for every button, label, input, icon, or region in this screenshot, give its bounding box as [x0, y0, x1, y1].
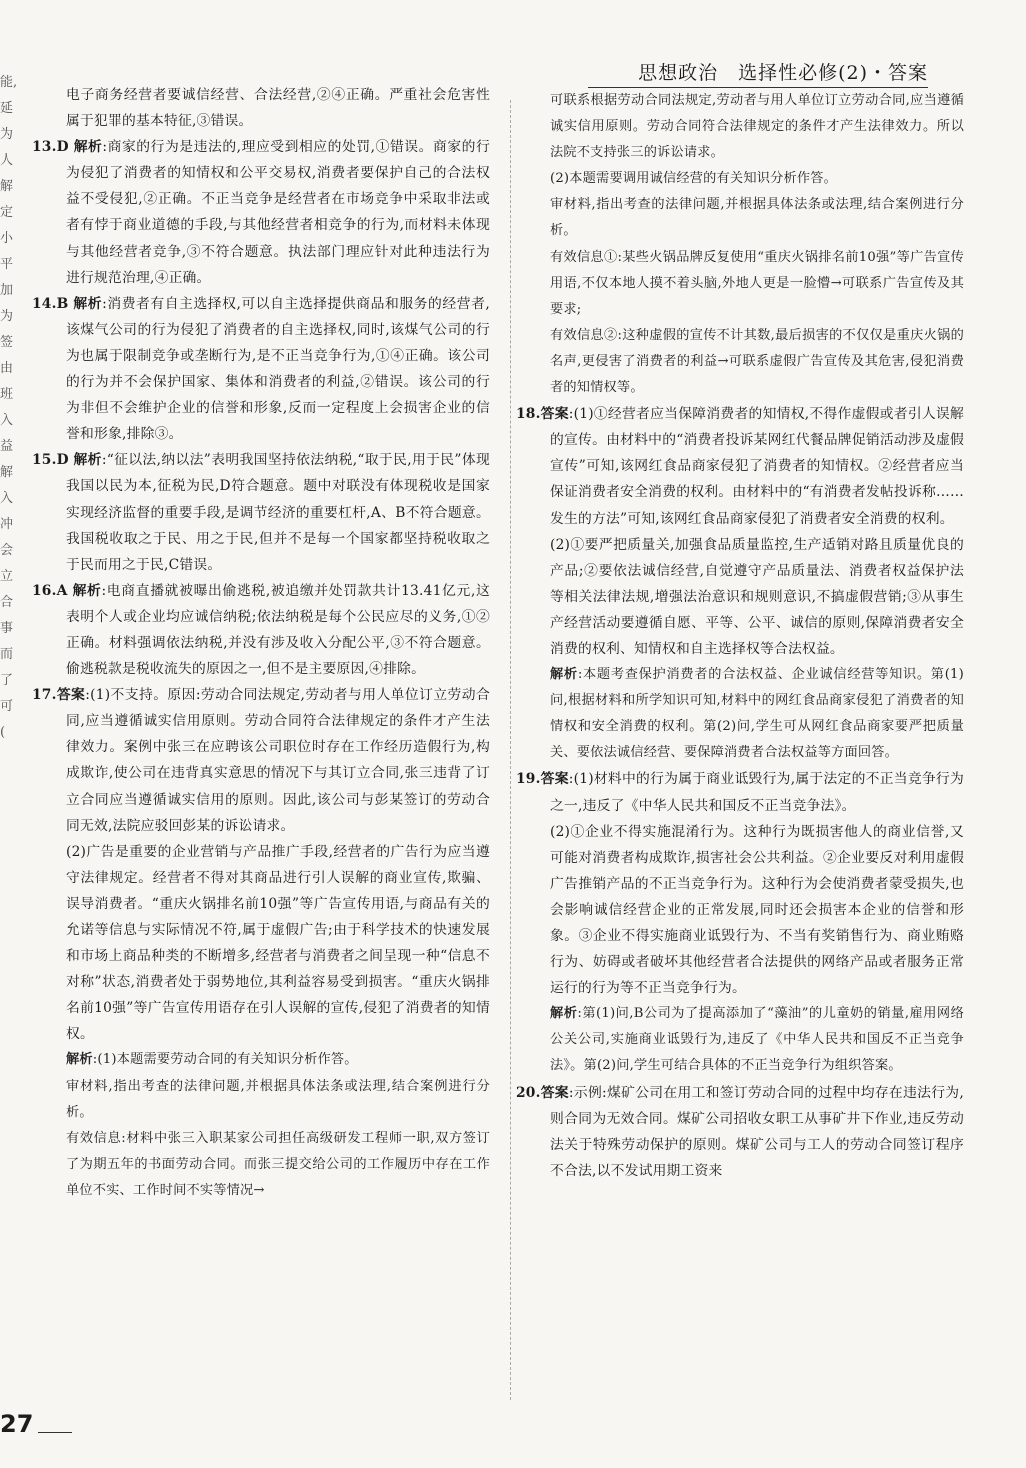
edge-char: 冲 — [0, 517, 14, 532]
page-number-underline — [38, 1432, 72, 1433]
edge-char: 加 — [0, 283, 14, 298]
edge-char: 定 — [0, 205, 14, 220]
edge-char: 人 — [0, 153, 14, 168]
answer-label: 答案 — [540, 771, 569, 788]
edge-char: 事 — [0, 621, 14, 636]
edge-char: 立 — [0, 569, 14, 584]
continued-analysis-text: 有效信息①:某些火锅品牌反复使用“重庆火锅排名前10强”等广告宣传用语,不仅本地人摸不着头脑,外地人更是一脸懵→可联系广告宣传及其要求; — [550, 249, 964, 317]
column-divider — [510, 100, 511, 1400]
answer-text-part2: (2)①企业不得实施混淆行为。这种行为既损害他人的商业信誉,又可能对消费者构成欺诈,损害社会公共利益。②企业要反对利用虚假广告推销产品的不正当竞争行为。这种行为会使消费者蒙受损失,也会影响诚信经营企业的正常发展,同时还会损害本企业的信誉和形象。③企业不得实施商业诋毁行为、不当有奖销售行为、商业贿赂行为、妨碍或者破坏其他经营者合法提供的网络产品或者服务正常运行的行为等不正当竞争行为。 — [550, 823, 964, 997]
edge-char: 益 — [0, 439, 14, 454]
question-number: 20. — [516, 1084, 541, 1101]
analysis-paragraph — [516, 662, 964, 766]
question-number: 13.D — [32, 139, 69, 156]
answer-text: :示例:煤矿公司在用工和签订劳动合同的过程中均存在违法行为,则合同为无效合同。煤矿公司招收女职工从事矿井下作业,违反劳动法关于特殊劳动保护的原则。煤矿公司与工人的劳动合同签订程序不合法,以不发试用期工资来 — [550, 1084, 964, 1179]
analysis-text: :“征以法,纳以法”表明我国坚持依法纳税,“取于民,用于民”体现我国以民为本,征税为民,D符合题意。题中对联没有体现税收是国家实现经济监督的重要手段,是调节经济的重要杠杆,A、B不符合题意。我国税收取之于民、用之于民,但并不是每一个国家都坚持税收取之于民而用之于民,C错误。 — [66, 452, 490, 573]
edge-char: 了 — [0, 673, 14, 688]
question-15 — [32, 447, 490, 577]
edge-char: ( — [0, 725, 6, 740]
continued-analysis-text: 有效信息②:这种虚假的宣传不计其数,最后损害的不仅仅是重庆火锅的名声,更侵害了消费者的利益→可联系虚假广告宣传及其危害,侵犯消费者的知情权等。 — [550, 327, 964, 396]
edge-char: 由 — [0, 361, 14, 376]
analysis-paragraph — [32, 1047, 490, 1073]
answer-text-part2: (2)广告是重要的企业营销与产品推广手段,经营者的广告行为应当遵守法律规定。经营者不得对其商品进行引人误解的商业宣传,欺骗、误导消费者。“重庆火锅排名前10强”等广告宣传用语,与商品有关的允诺等信息与实际情况不符,属于虚假广告;由于科学技术的快速发展和市场上商品种类的不断增多,经营者与消费者之间呈现一种“信息不对称”状态,消费者处于弱势地位,其利益容易受到损害。“重庆火锅排名前10强”等广告宣传用语存在引人误解的宣传,侵犯了消费者的知情权。 — [66, 843, 490, 1043]
edge-char: 能, — [0, 75, 18, 90]
analysis-label: 解析 — [73, 452, 102, 469]
analysis-label: 解析 — [66, 1052, 93, 1068]
page-header: 思想政治 选择性必修(2)・答案 — [588, 58, 928, 88]
answer-text: :(1)不支持。原因:劳动合同法规定,劳动者与用人单位订立劳动合同,应当遵循诚实信用原则。劳动合同符合法律规定的条件才产生法律效力。案例中张三在应聘该公司职位时存在工作经历造假行为,构成欺诈,使公司在违背真实意思的情况下与其订立合同,张三违背了订立合同应当遵循诚实信用的原则。因此,该公司与彭某签订的劳动合同无效,法院应驳回彭某的诉讼请求。 — [66, 687, 491, 834]
right-column — [516, 88, 964, 1184]
analysis-paragraph: 有效信息:材料中张三入职某家公司担任高级研发工程师一职,双方签订了为期五年的书面劳动合同。而张三提交给公司的工作履历中存在工作单位不实、工作时间不实等情况→ — [66, 1130, 490, 1198]
question-18 — [516, 401, 964, 531]
analysis-label: 解析 — [550, 1006, 578, 1022]
question-number: 15.D — [32, 452, 69, 469]
answer-text: :(1)①经营者应当保障消费者的知情权,不得作虚假或者引人误解的宣传。由材料中的“消费者投诉某网红代餐品牌促销活动涉及虚假宣传”可知,该网红食品商家侵犯了消费者的知情权。②经营者应当保证消费者安全消费的权利。由材料中的“有消费者发帖投诉称……发生的方法”可知,该网红食品商家侵犯了消费者安全消费的权利。 — [550, 406, 964, 527]
edge-char: 解 — [0, 179, 14, 194]
question-19 — [516, 766, 964, 818]
edge-char: 入 — [0, 491, 14, 506]
analysis-label: 解析 — [550, 667, 578, 683]
edge-char: 解 — [0, 465, 14, 480]
analysis-text: :第(1)问,B公司为了提高添加了“藻油”的儿童奶的销量,雇用网络公关公司,实施商业诋毁行为,违反了《中华人民共和国反不正当竞争法》。第(2)问,学生可结合具体的不正当竞争行为组织答案。 — [550, 1006, 964, 1074]
continued-answer-text: 电子商务经营者要诚信经营、合法经营,②④正确。严重社会危害性属于犯罪的基本特征,③错误。 — [66, 87, 490, 130]
question-number: 19. — [516, 771, 541, 788]
edge-char: 入 — [0, 413, 14, 428]
edge-char: 延 — [0, 101, 14, 116]
question-16 — [32, 578, 490, 682]
question-17 — [32, 682, 490, 839]
answer-label: 答案 — [56, 687, 86, 704]
analysis-text: :电商直播就被曝出偷逃税,被追缴并处罚款共计13.41亿元,这表明个人或企业均应诚信纳税;依法纳税是每个公民应尽的义务,①②正确。材料强调依法纳税,并没有涉及收入分配公平,③不符合题意。偷逃税款是税收流失的原因之一,但不是主要原因,④排除。 — [66, 582, 490, 678]
continued-analysis-text: (2)本题需要调用诚信经营的有关知识分析作答。 — [550, 171, 838, 187]
analysis-label: 解析 — [72, 582, 102, 599]
answer-text-part2: (2)①要严把质量关,加强食品质量监控,生产适销对路且质量优良的产品;②要依法诚信经营,自觉遵守产品质量法、消费者权益保护法等相关法律法规,增强法治意识和规则意识,不搞虚假营销;③从事生产经营活动要遵循自愿、平等、公平、诚信的原则,保障消费者安全消费的权利、知情权和自主选择权等合法权益。 — [550, 536, 964, 657]
analysis-label: 解析 — [73, 295, 103, 312]
edge-char: 为 — [0, 309, 14, 324]
analysis-label: 解析 — [73, 139, 103, 156]
answer-label: 答案 — [540, 406, 569, 423]
edge-char: 签 — [0, 335, 14, 350]
question-14 — [32, 291, 490, 448]
left-edge-text-strip — [0, 70, 18, 746]
edge-char: 平 — [0, 257, 14, 272]
edge-char: 而 — [0, 647, 14, 662]
question-20 — [516, 1080, 964, 1184]
edge-char: 会 — [0, 543, 14, 558]
left-column — [32, 82, 490, 1204]
edge-char: 可 — [0, 699, 14, 714]
analysis-text: :(1)本题需要劳动合同的有关知识分析作答。 — [92, 1052, 358, 1068]
answer-text: :(1)材料中的行为属于商业诋毁行为,属于法定的不正当竞争行为之一,违反了《中华人民共和国反不正当竞争法》。 — [550, 771, 964, 814]
analysis-text: :本题考查保护消费者的合法权益、企业诚信经营等知识。第(1)问,根据材料和所学知识可知,材料中的网红食品商家侵犯了消费者的知情权和安全消费的权利。第(2)问,学生可从网红食品商家要严把质量关、要依法诚信经营、要保障消费者合法权益等方面回答。 — [550, 667, 964, 761]
question-13 — [32, 134, 490, 291]
question-number: 14.B — [32, 295, 69, 312]
edge-char: 班 — [0, 387, 14, 402]
question-number: 16.A — [32, 582, 68, 599]
question-number: 18. — [516, 406, 541, 423]
question-number: 17. — [32, 687, 57, 704]
analysis-text: :消费者有自主选择权,可以自主选择提供商品和服务的经营者,该煤气公司的行为侵犯了消费者的自主选择权,同时,该煤气公司的行为也属于限制竞争或垄断行为,是不正当竞争行为,①④正确。该公司的行为并不会保护国家、集体和消费者的利益,②错误。该公司的行为非但不会维护企业的信誉和形象,反而一定程度上会损害企业的信誉和形象,排除③。 — [66, 295, 491, 443]
edge-char: 合 — [0, 595, 14, 610]
answer-label: 答案 — [540, 1084, 569, 1101]
edge-char: 小 — [0, 231, 14, 246]
analysis-paragraph: 审材料,指出考查的法律问题,并根据具体法条或法理,结合案例进行分析。 — [66, 1078, 490, 1120]
edge-char: 为 — [0, 127, 14, 142]
continued-analysis-text: 审材料,指出考查的法律问题,并根据具体法条或法理,结合案例进行分析。 — [550, 197, 964, 239]
page-number: 27 — [0, 1410, 34, 1438]
analysis-text: :商家的行为是违法的,理应受到相应的处罚,①错误。商家的行为侵犯了消费者的知情权和公平交易权,消费者要保护自己的合法权益不受侵犯,②正确。不正当竞争是经营者在市场竞争中采取非法或者有悖于商业道德的手段,与其他经营者相竞争的行为,而材料未体现与其他经营者竞争,③不符合题意。执法部门理应针对此种违法行为进行规范治理,④正确。 — [66, 139, 490, 286]
continued-analysis-text: 可联系根据劳动合同法规定,劳动者与用人单位订立劳动合同,应当遵循诚实信用原则。劳动合同符合法律规定的条件才产生法律效力。所以法院不支持张三的诉讼请求。 — [550, 93, 964, 161]
analysis-paragraph — [516, 1001, 964, 1079]
